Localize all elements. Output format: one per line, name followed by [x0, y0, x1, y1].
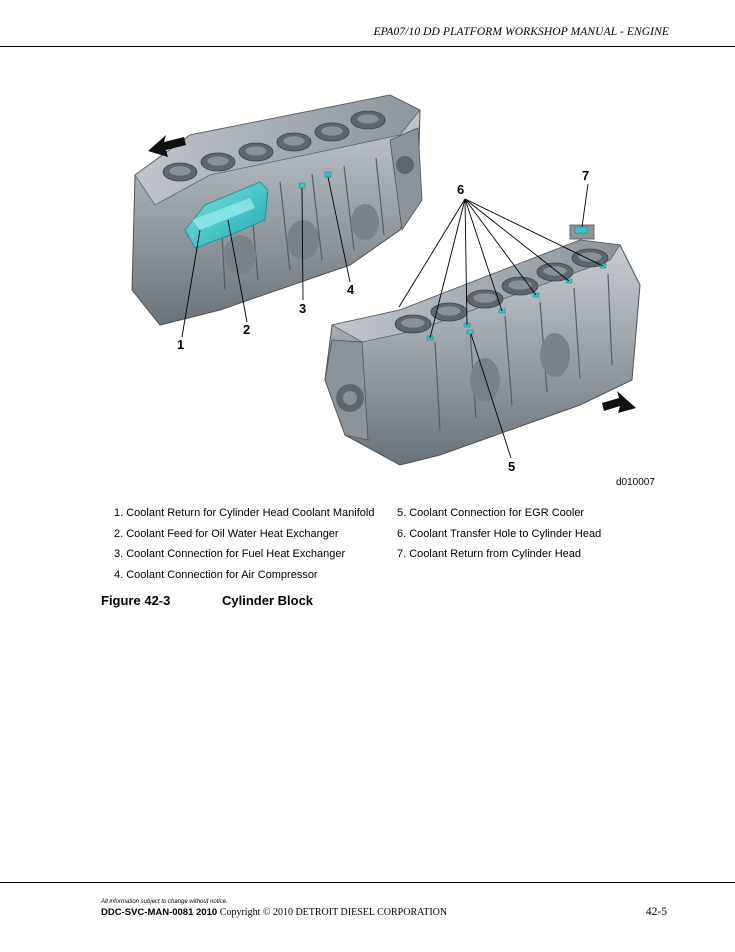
footer-rule	[0, 882, 735, 883]
callout-3: 3	[299, 301, 307, 316]
legend-item: 3. Coolant Connection for Fuel Heat Exchanger	[114, 548, 346, 560]
image-reference-id: d010007	[616, 477, 655, 488]
figure-title: Cylinder Block	[222, 593, 314, 608]
callout-7: 7	[582, 168, 590, 183]
callout-1: 1	[177, 337, 185, 352]
document-id: DDC-SVC-MAN-0081 2010	[101, 907, 218, 918]
figure-legend-right	[397, 503, 601, 565]
header-rule	[0, 46, 735, 47]
legend-item: 7. Coolant Return from Cylinder Head	[397, 548, 582, 560]
callout-4: 4	[347, 282, 355, 297]
figure-legend-left	[114, 503, 374, 585]
right-direction-arrow	[602, 391, 636, 413]
front-view-block	[132, 95, 422, 325]
legend-item: 2. Coolant Feed for Oil Water Heat Exchanger	[114, 527, 339, 540]
callout-6: 6	[457, 182, 465, 197]
legend-item: 1. Coolant Return for Cylinder Head Coolant Manifold	[114, 507, 375, 519]
footer-line	[101, 907, 447, 918]
callout-2: 2	[243, 322, 251, 337]
legend-item: 6. Coolant Transfer Hole to Cylinder Head	[397, 527, 602, 540]
cylinder-block-illustration	[100, 80, 670, 490]
legend-item: 4. Coolant Connection for Air Compressor	[114, 568, 318, 581]
running-header: EPA07/10 DD PLATFORM WORKSHOP MANUAL - ENGINE	[373, 26, 669, 38]
footer-disclaimer: All information subject to change without notice.	[101, 899, 228, 905]
copyright: Copyright © 2010 DETROIT DIESEL CORPORATION	[219, 907, 448, 918]
callout-5: 5	[508, 459, 516, 474]
cylinder-block-figure	[100, 80, 670, 490]
legend-item: 5. Coolant Connection for EGR Cooler	[397, 507, 585, 519]
page-number: 42-5	[645, 906, 667, 918]
figure-number: Figure 42-3	[101, 593, 171, 608]
